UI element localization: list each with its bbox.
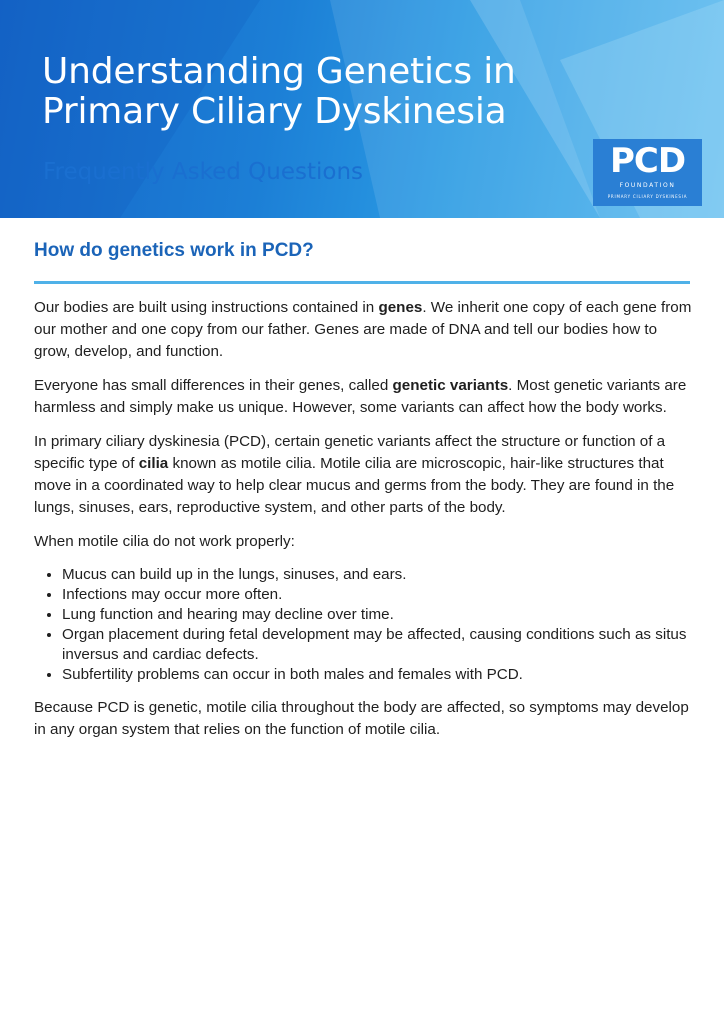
term-genes: genes xyxy=(378,299,423,316)
list-item: • Infections may occur more often. xyxy=(62,585,692,605)
page-title xyxy=(42,52,516,132)
paragraph-conclusion: Because PCD is genetic, motile cilia throughout the body are affected, so symptoms may develop in any organ system that relies on the function of motile cilia. xyxy=(34,699,689,738)
term-cilia: cilia xyxy=(138,455,169,472)
paragraph-genes xyxy=(34,297,692,363)
term-genetic-variants: genetic variants xyxy=(392,377,509,394)
text: . Most genetic variants are harmless and simply make us unique. However, some variants can affect how the body works. xyxy=(34,377,687,416)
list-item: • Lung function and hearing may decline over time. xyxy=(62,605,692,625)
page-subtitle: Frequently Asked Questions xyxy=(43,159,364,185)
paragraph-intro-list: When motile cilia do not work properly: xyxy=(34,533,295,550)
paragraph-variants xyxy=(34,375,692,419)
title-line-1: Understanding Genetics in xyxy=(42,51,516,92)
text: In primary ciliary dyskinesia (PCD), certain genetic variants affect the structure or function of a specific type of xyxy=(34,433,666,472)
logo-word: FOUNDATION xyxy=(619,182,676,189)
text: Our bodies are built using instructions contained in xyxy=(34,299,379,316)
pcd-foundation-logo xyxy=(593,139,702,206)
logo-tagline: PRIMARY CILIARY DYSKINESIA xyxy=(607,194,688,199)
text: . We inherit one copy of each gene from our mother and one copy from our father. Genes are made of DNA and tell our bodies how to grow, develop, and function. xyxy=(34,299,692,360)
text: known as motile cilia. Motile cilia are microscopic, hair-like structures that move in a coordinated way to help clear mucus and germs from the body. They are found in the lungs, sinuses, ears, reproductive system, and other parts of the body. xyxy=(34,455,675,516)
logo-letters: PCD xyxy=(609,141,686,181)
list-item: • Subfertility problems can occur in both males and females with PCD. xyxy=(62,665,692,685)
text: Everyone has small differences in their genes, called xyxy=(34,377,393,394)
list-item: • Organ placement during fetal development may be affected, causing conditions such as situs inversus and cardiac defects. xyxy=(62,625,692,665)
symptom-list xyxy=(34,565,692,685)
title-line-2: Primary Ciliary Dyskinesia xyxy=(42,91,507,132)
section-heading: How do genetics work in PCD? xyxy=(34,240,314,261)
paragraph-cilia xyxy=(34,431,692,519)
list-item: • Mucus can build up in the lungs, sinuses, and ears. xyxy=(62,565,692,585)
article-body xyxy=(34,297,692,753)
header-banner xyxy=(0,0,724,218)
section-divider xyxy=(34,281,690,284)
